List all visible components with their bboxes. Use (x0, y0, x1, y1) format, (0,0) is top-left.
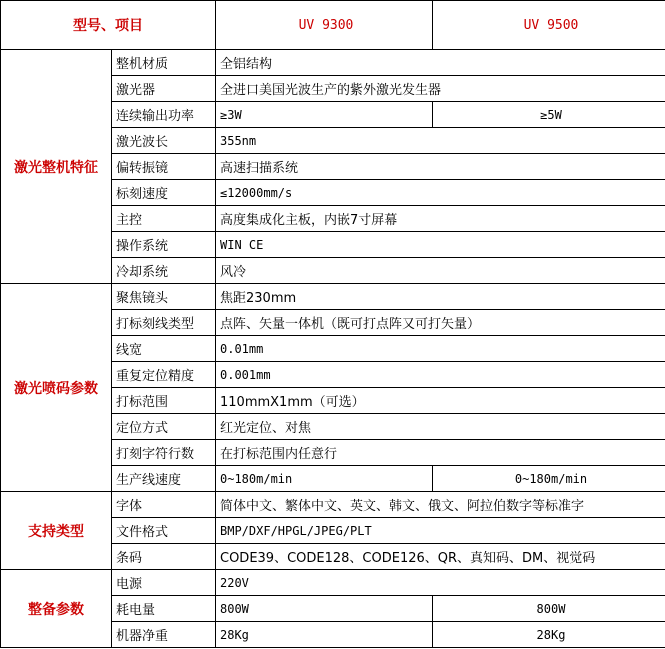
row-value-a: 28Kg (216, 622, 433, 648)
row-label: 激光波长 (112, 128, 216, 154)
row-label: 冷却系统 (112, 258, 216, 284)
row-label: 标刻速度 (112, 180, 216, 206)
row-value: CODE39、CODE128、CODE126、QR、真知码、DM、视觉码 (216, 544, 665, 570)
model-a-header: UV 9300 (216, 1, 433, 50)
row-value-b: 800W (433, 596, 665, 622)
row-label: 聚焦镜头 (112, 284, 216, 310)
row-value: 简体中文、繁体中文、英文、韩文、俄文、阿拉伯数字等标准字 (216, 492, 665, 518)
row-value: 高度集成化主板，内嵌7寸屏幕 (216, 206, 665, 232)
row-value: 点阵、矢量一体机（既可打点阵又可打矢量） (216, 310, 665, 336)
row-value-b: ≥5W (433, 102, 665, 128)
row-label: 文件格式 (112, 518, 216, 544)
table-row (1, 492, 665, 518)
row-value: 全铝结构 (216, 50, 665, 76)
table-row (1, 570, 665, 596)
row-label: 耗电量 (112, 596, 216, 622)
row-label: 电源 (112, 570, 216, 596)
row-value-a: 0~180m/min (216, 466, 433, 492)
header-title: 型号、项目 (1, 1, 216, 50)
row-label: 字体 (112, 492, 216, 518)
table-row (1, 284, 665, 310)
row-value-b: 0~180m/min (433, 466, 665, 492)
row-value: 110mmX1mm（可选） (216, 388, 665, 414)
row-value: 全进口美国光波生产的紫外激光发生器 (216, 76, 665, 102)
row-value: 0.001mm (216, 362, 665, 388)
row-label: 打标刻线类型 (112, 310, 216, 336)
row-value: 220V (216, 570, 665, 596)
category-support-types: 支持类型 (1, 492, 112, 570)
row-value: ≤12000mm/s (216, 180, 665, 206)
row-label: 打刻字符行数 (112, 440, 216, 466)
row-value-a: 800W (216, 596, 433, 622)
row-label: 定位方式 (112, 414, 216, 440)
category-laser-features: 激光整机特征 (1, 50, 112, 284)
row-value: 0.01mm (216, 336, 665, 362)
row-label: 打标范围 (112, 388, 216, 414)
row-label: 偏转振镜 (112, 154, 216, 180)
category-inkjet-params: 激光喷码参数 (1, 284, 112, 492)
row-label: 激光器 (112, 76, 216, 102)
row-label: 生产线速度 (112, 466, 216, 492)
category-equipment-params: 整备参数 (1, 570, 112, 648)
model-b-header: UV 9500 (433, 1, 665, 50)
row-label: 机器净重 (112, 622, 216, 648)
row-value: 红光定位、对焦 (216, 414, 665, 440)
row-value: 焦距230mm (216, 284, 665, 310)
row-label: 整机材质 (112, 50, 216, 76)
row-value: 在打标范围内任意行 (216, 440, 665, 466)
table-row (1, 50, 665, 76)
row-value: WIN CE (216, 232, 665, 258)
row-label: 条码 (112, 544, 216, 570)
row-value: 风冷 (216, 258, 665, 284)
row-label: 操作系统 (112, 232, 216, 258)
row-label: 重复定位精度 (112, 362, 216, 388)
row-value-a: ≥3W (216, 102, 433, 128)
row-value: 高速扫描系统 (216, 154, 665, 180)
header-row (1, 1, 665, 50)
row-value: 355nm (216, 128, 665, 154)
row-value: BMP/DXF/HPGL/JPEG/PLT (216, 518, 665, 544)
row-label: 连续输出功率 (112, 102, 216, 128)
row-label: 主控 (112, 206, 216, 232)
row-value-b: 28Kg (433, 622, 665, 648)
row-label: 线宽 (112, 336, 216, 362)
